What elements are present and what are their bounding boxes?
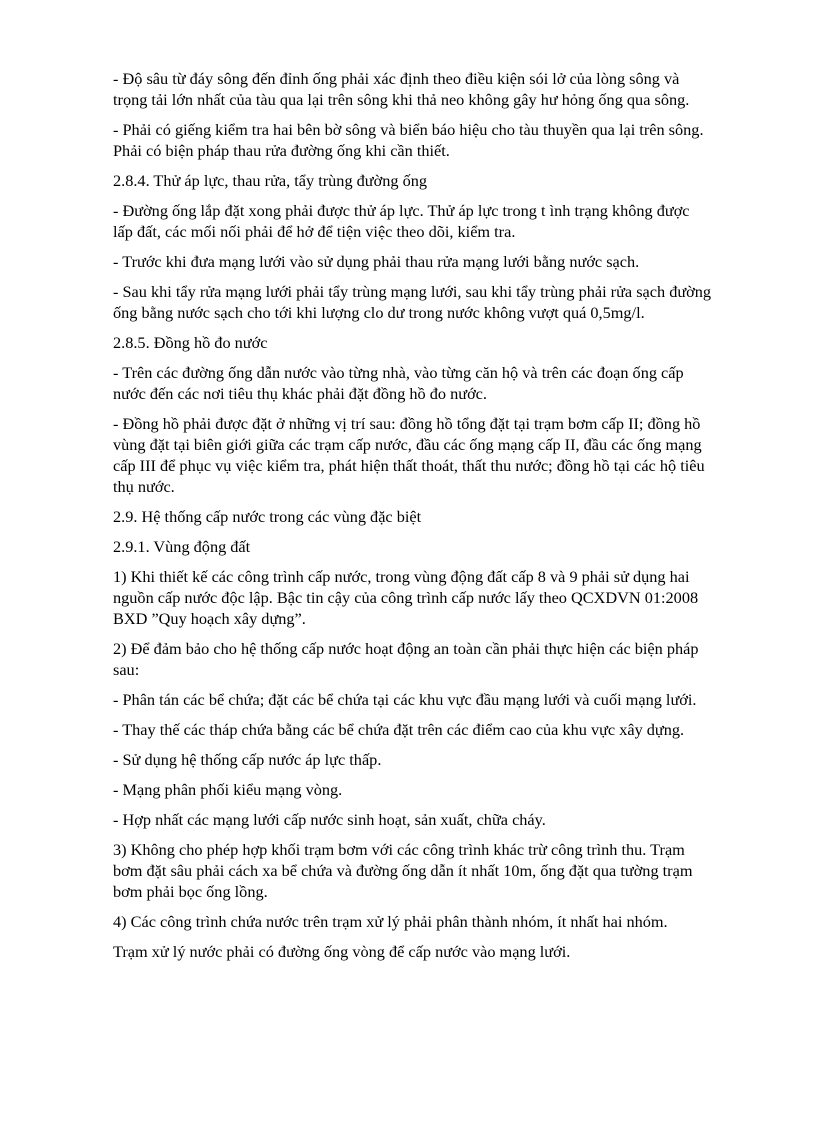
- paragraph-pressure-test: - Đường ống lắp đặt xong phải được thử áp lực. Thử áp lực trong t ình trạng không được lấp đất, các mối nối phải để hở để tiện việc theo dõi, kiểm tra.: [113, 201, 690, 241]
- paragraph-disinfection: - Sau khi tẩy rửa mạng lưới phải tẩy trùng mạng lưới, sau khi tẩy trùng phải rửa sạch đường ống bằng nước sạch cho tới khi lượng clo dư trong nước không vượt quá 0,5mg/l.: [113, 282, 712, 322]
- paragraph-item-3: 3) Không cho phép hợp khối trạm bơm với các công trình khác trừ công trình thu. Trạm bơm đặt sâu phải cách xa bể chứa và đường ống dẫn ít nhất 10m, ống đặt qua tường trạm bơm phải bọc ống lồng.: [113, 840, 693, 901]
- section-heading-2-9: 2.9. Hệ thống cấp nước trong các vùng đặc biệt: [113, 507, 422, 526]
- paragraph-meter-installation: - Trên các đường ống dẫn nước vào từng nhà, vào từng căn hộ và trên các đoạn ống cấp nước đến các nơi tiêu thụ khác phải đặt đồng hồ đo nước.: [113, 363, 684, 403]
- paragraph-item-1: 1) Khi thiết kế các công trình cấp nước, trong vùng động đất cấp 8 và 9 phải sử dụng hai nguồn cấp nước độc lập. Bậc tin cậy của công trình cấp nước lấy theo QCXDVN 01:2008 BXD ”Quy hoạch xây dựng”.: [113, 567, 699, 628]
- paragraph-river-depth: - Độ sâu từ đáy sông đến đỉnh ống phải xác định theo điều kiện sói lở của lòng sông và trọng tải lớn nhất của tàu qua lại trên sông khi thả neo không gây hư hỏng ống qua sông.: [113, 69, 690, 109]
- paragraph-replace-towers: - Thay thế các tháp chứa bằng các bể chứa đặt trên các điểm cao của khu vực xây dựng.: [113, 720, 685, 739]
- document-page: [113, 68, 713, 962]
- paragraph-flushing: - Trước khi đưa mạng lưới vào sử dụng phải thau rửa mạng lưới bằng nước sạch.: [113, 252, 640, 271]
- paragraph-treatment-loop: Trạm xử lý nước phải có đường ống vòng để cấp nước vào mạng lưới.: [113, 942, 571, 961]
- paragraph-item-4: 4) Các công trình chứa nước trên trạm xử lý phải phân thành nhóm, ít nhất hai nhóm.: [113, 912, 668, 931]
- section-heading-2-8-4: 2.8.4. Thử áp lực, thau rửa, tẩy trùng đường ống: [113, 171, 428, 190]
- paragraph-merge-networks: - Hợp nhất các mạng lưới cấp nước sinh hoạt, sản xuất, chữa cháy.: [113, 810, 546, 829]
- paragraph-meter-locations: - Đồng hồ phải được đặt ở những vị trí sau: đồng hồ tổng đặt tại trạm bơm cấp II; đồng hồ vùng đặt tại biên giới giữa các trạm cấp nước, đầu các ống mạng cấp II, đầu các ống mạng cấp III để phục vụ việc kiểm tra, phát hiện thất thoát, thất thu nước; đồng hồ tại các hộ tiêu thụ nước.: [113, 414, 705, 496]
- section-heading-2-9-1: 2.9.1. Vùng động đất: [113, 537, 251, 556]
- section-heading-2-8-5: 2.8.5. Đồng hồ đo nước: [113, 333, 268, 352]
- paragraph-low-pressure: - Sử dụng hệ thống cấp nước áp lực thấp.: [113, 750, 382, 769]
- paragraph-item-2: 2) Để đảm bảo cho hệ thống cấp nước hoạt động an toàn cần phải thực hiện các biện pháp sau:: [113, 639, 699, 679]
- paragraph-distribute-tanks: - Phân tán các bể chứa; đặt các bể chứa tại các khu vực đầu mạng lưới và cuối mạng lưới.: [113, 690, 697, 709]
- paragraph-inspection-wells: - Phải có giếng kiểm tra hai bên bờ sông và biển báo hiệu cho tàu thuyền qua lại trên sông. Phải có biện pháp thau rửa đường ống khi cần thiết.: [113, 120, 704, 160]
- paragraph-ring-network: - Mạng phân phối kiểu mạng vòng.: [113, 780, 343, 799]
